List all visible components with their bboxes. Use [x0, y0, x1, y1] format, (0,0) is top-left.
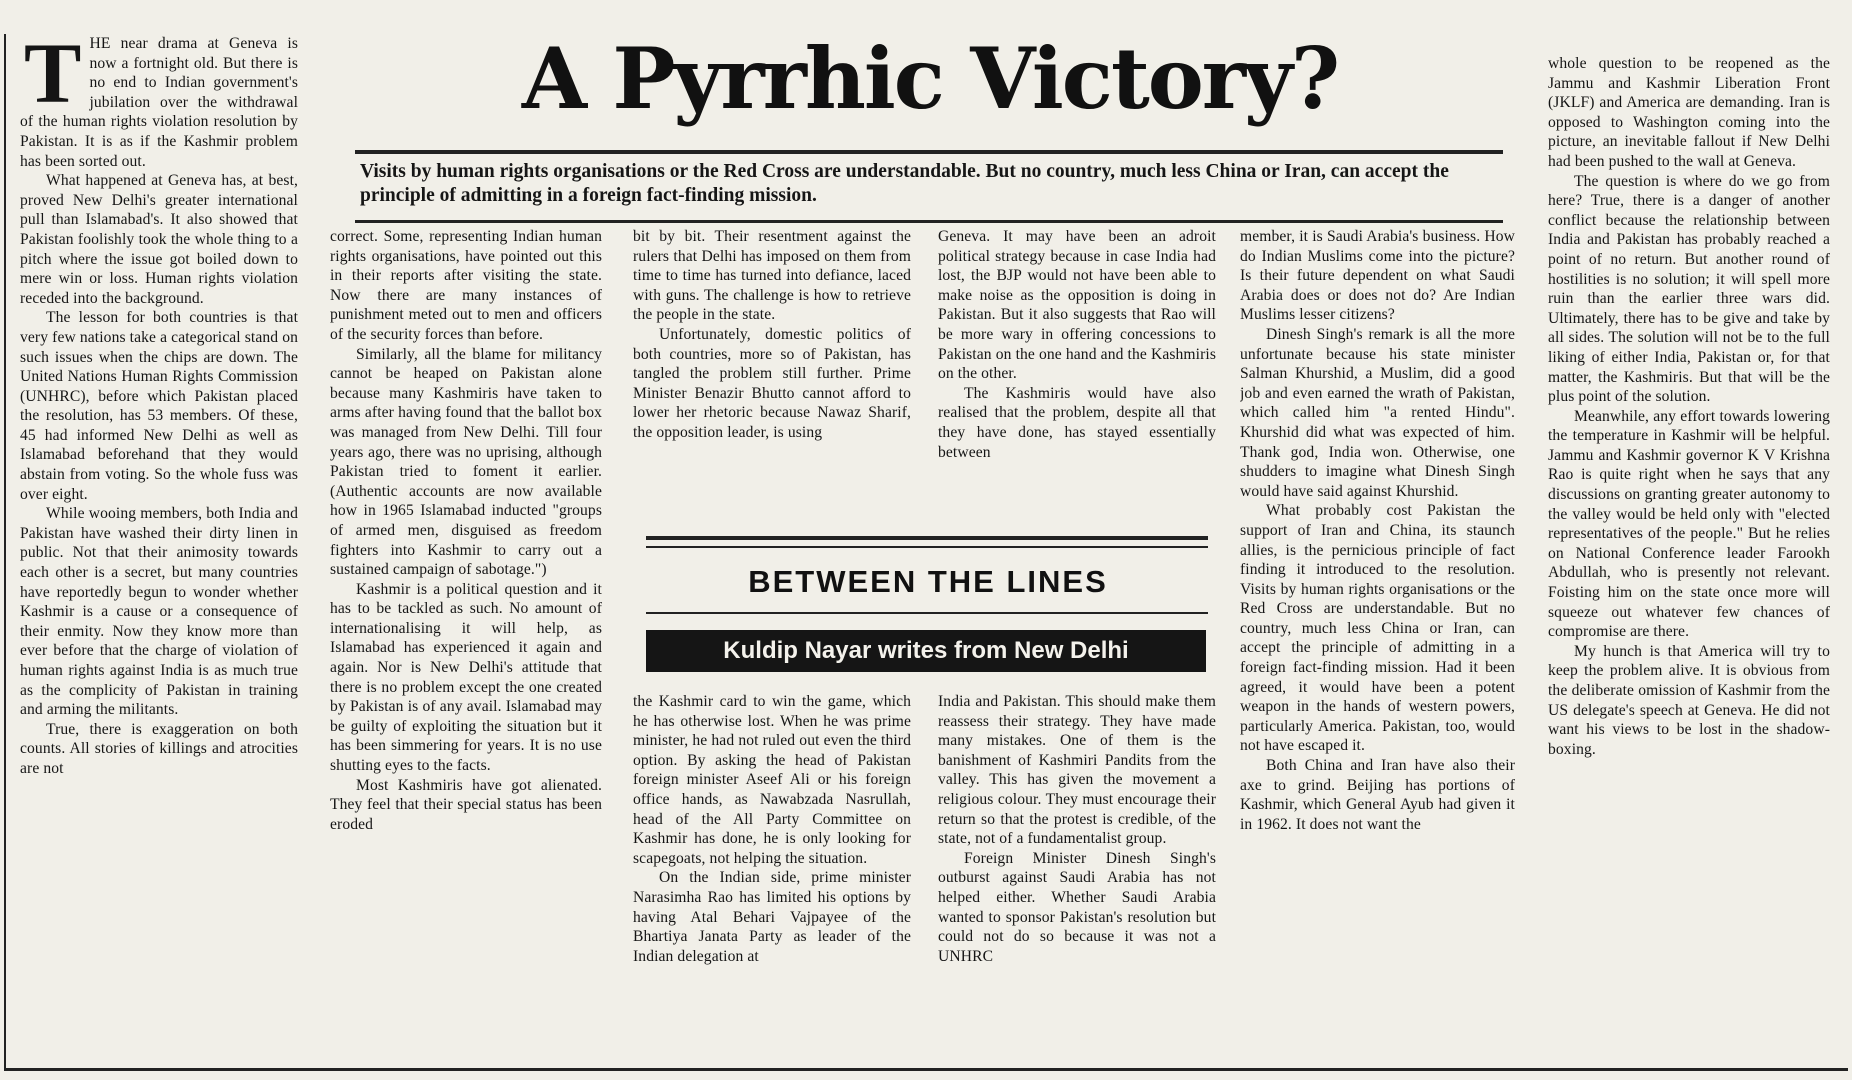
column-2-paragraph: correct. Some, representing Indian human rights organisations, have pointed out this in their reports after visiting the state. Now there are many instances of punishment meted out to men and officers of the security forces than before.: [330, 228, 602, 343]
drop-cap: T: [24, 34, 82, 121]
column-6: [1548, 54, 1830, 1066]
section-top-rule: [646, 536, 1208, 540]
column-4-paragraph: India and Pakistan. This should make them reassess their strategy. They have made many mistakes. One of them is the banishment of Kashmiri Pandits from the valley. This has given the movement a religious colour. They must encourage their return so that the protest is credible, of the state, not of a fundamentalist group.: [938, 693, 1216, 848]
section-title: BETWEEN THE LINES: [748, 564, 1108, 599]
column-1-paragraph: While wooing members, both India and Pakistan have washed their dirty linen in public. Not that their animosity towards each other is a secret, but many countries have reportedly begun to wonder whether Kashmir is a cause or a consequence of their enmity. Now they know more than ever before that the charge of violation of human rights against India is as much true as the complicity of Pakistan in training and arming the militants.: [20, 505, 298, 719]
column-3-paragraph: the Kashmir card to win the game, which he has otherwise lost. When he was prime minister, he had not ruled out even the third option. By asking the head of Pakistan foreign minister Aseef Ali or his foreign office hands, as Nawabzada Nasrullah, head of the All Party Committee on Kashmir has done, he is only looking for scapegoats, not helping the situation.: [633, 693, 911, 867]
column-4-paragraph: Foreign Minister Dinesh Singh's outburst against Saudi Arabia has not helped either. Whether Saudi Arabia wanted to sponsor Pakistan's resolution but could not do so because it was not a UNHRC: [938, 849, 1216, 965]
column-3-paragraph: bit by bit. Their resentment against the rulers that Delhi has imposed on them from time to time has turned into defiance, laced with guns. The challenge is how to retrieve the people in the state.: [633, 228, 911, 324]
column-6-paragraph: whole question to be reopened as the Jammu and Kashmir Liberation Front (JKLF) and America are demanding. Iran is opposed to Washington coming into the picture, an inevitable fallout if New Delhi had been pushed to the wall at Geneva.: [1548, 55, 1830, 170]
column-2-paragraph: Most Kashmiris have got alienated. They feel that their special status has been eroded: [330, 776, 602, 833]
column-4-bottom: [938, 692, 1216, 1066]
column-3-paragraph: Unfortunately, domestic politics of both countries, more so of Pakistan, has tangled the problem still further. Prime Minister Benazir Bhutto cannot afford to lower her rhetoric because Nawaz Sharif, the opposition leader, is using: [633, 325, 911, 441]
column-5-paragraph: Dinesh Singh's remark is all the more unfortunate because his state minister Salman Khurshid, a Muslim, did a good job and even earned the wrath of Pakistan, which called him "a rented Hindu". Khurshid did what was expected of him. Thank god, India won. Otherwise, one shudders to imagine what Dinesh Singh would have said against Khurshid.: [1240, 325, 1515, 500]
deck: Visits by human rights organisations or the Red Cross are understandable. But no country, much less China or Iran, can accept the principle of admitting in a foreign fact-finding mission.: [360, 161, 1449, 206]
column-5-paragraph: What probably cost Pakistan the support of Iran and China, its staunch allies, is the pernicious principle of fact finding it introduced to the resolution. Visits by human rights organisations or the Red Cross are understandable. But no country, much less China or Iran, can accept the principle of admitting in a foreign fact-finding mission. Had it been agreed, it would have been a potent weapon in the hands of western powers, particularly America. Pakistan, too, would not have escaped it.: [1240, 502, 1515, 755]
section-mid-rule: [646, 612, 1208, 614]
bottom-rule: [4, 1068, 1848, 1071]
column-2: [330, 227, 602, 1066]
column-3-paragraph: On the Indian side, prime minister Narasimha Rao has limited his options by having Atal Behari Vajpayee of the Bhartiya Janata Party as leader of the Indian delegation at: [633, 869, 911, 965]
column-1-paragraph: True, there is exaggeration on both counts. All stories of killings and atrocities are not: [20, 720, 298, 777]
deck-top-rule: [355, 150, 1503, 154]
column-6-paragraph: My hunch is that America will try to keep the problem alive. It is obvious from the deliberate omission of Kashmir from the US delegate's speech at Geneva. He did not want his views to be lost in the shadow-boxing.: [1548, 642, 1830, 758]
column-2-paragraph: Kashmir is a political question and it has to be tackled as such. No amount of internationalising it will help, as Islamabad has experienced it again and again. Nor is New Delhi's attitude that there is no problem except the one created by Pakistan is of any avail. Islamabad may be guilty of exploiting the situation but it has been simmering for years. It is no use shutting eyes to the facts.: [330, 580, 602, 775]
byline-bar: Kuldip Nayar writes from New Delhi: [646, 630, 1206, 672]
column-5: [1240, 227, 1515, 1066]
column-2-paragraph: Similarly, all the blame for militancy cannot be heaped on Pakistan alone because many Kashmiris have taken to arms after having found that the ballot box was managed from New Delhi. Till four years ago, there was no uprising, although Pakistan tried to foment it earlier. (Authentic accounts are now available how in 1965 Islamabad inducted "groups of armed men, disguised as freedom fighters into Kashmir to carry out a sustained campaign of sabotage."): [330, 345, 602, 579]
column-6-paragraph: The question is where do we go from here? True, there is a danger of another conflict because the relationship between India and Pakistan has probably reached a point of no return. But another round of hostilities is no solution; it will spell more ruin than the earlier three wars did. Ultimately, there has to be give and take by all sides. The solution will not be to the full liking of either India, Pakistan or, for that matter, the Kashmiris. But that will be the plus point of the solution.: [1548, 172, 1830, 406]
headline: A Pyrrhic Victory?: [521, 29, 1339, 128]
column-1-paragraph: What happened at Geneva has, at best, proved New Delhi's greater international pull than Islamabad's. It also showed that Pakistan foolishly took the whole thing to a pitch where the issue got boiled down to mere win or loss. Human rights violation receded into the background.: [20, 172, 298, 307]
column-3-bottom: [633, 692, 911, 1066]
left-column-rule: [4, 34, 6, 1070]
column-4-paragraph: Geneva. It may have been an adroit political strategy because in case India had lost, the BJP would not have been able to make noise as the opposition is doing in Pakistan. But it also suggests that Rao will be more wary in offering concessions to Pakistan on the one hand and the Kashmiris on the other.: [938, 228, 1216, 383]
column-4-paragraph: The Kashmiris would have also realised that the problem, despite all that they have done, has stayed essentially between: [938, 384, 1216, 461]
column-5-paragraph: Both China and Iran have also their axe to grind. Beijing has portions of Kashmir, which General Ayub had given it in 1962. It does not want the: [1240, 757, 1515, 833]
deck-bottom-rule: [355, 220, 1503, 223]
column-6-paragraph: Meanwhile, any effort towards lowering the temperature in Kashmir will be helpful. Jammu and Kashmir governor K V Krishna Rao is quite right when he says that any discussions on granting greater autonomy to the valley would be held only with "elected representatives of the people." But he relies on National Conference leader Farookh Abdullah, who is presently not relevant. Foisting him on the state once more will squeeze out whatever few chances of compromise are there.: [1548, 407, 1830, 641]
column-5-paragraph: member, it is Saudi Arabia's business. How do Indian Muslims come into the picture? Is their future dependent on what Saudi Arabia does or does not do? Are Indian Muslims lesser citizens?: [1240, 228, 1515, 324]
column-1: [20, 34, 298, 1066]
column-3-top: [633, 227, 911, 527]
section-top-rule-thin: [646, 546, 1208, 548]
column-4-top: [938, 227, 1216, 527]
column-1-paragraph: THE near drama at Geneva is now a fortnight old. But there is no end to Indian government's jubilation over the withdrawal of the human rights violation resolution by Pakistan. It is as if the Kashmir problem has been sorted out.: [20, 34, 298, 170]
column-1-paragraph: The lesson for both countries is that very few nations take a categorical stand on such issues when the chips are down. The United Nations Human Rights Commission (UNHRC), before which Pakistan placed the resolution, has 53 members. Of these, 45 had informed New Delhi as well as Islamabad beforehand that they would abstain from voting. So the whole fuss was over eight.: [20, 309, 298, 503]
